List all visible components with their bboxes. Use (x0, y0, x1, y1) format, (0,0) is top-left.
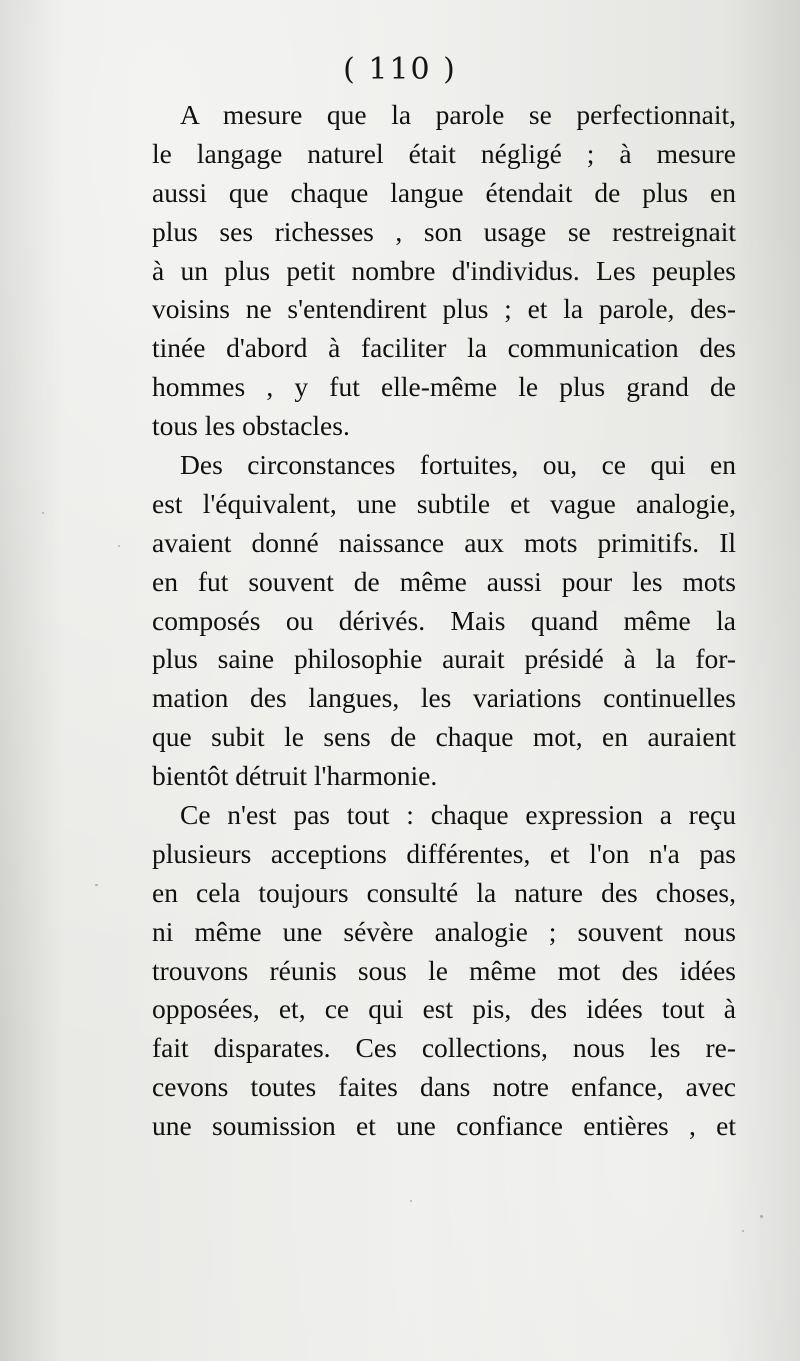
text-line: le langage naturel était négligé ; à mesure (152, 137, 736, 169)
text-line: tous les obstacles. (152, 410, 350, 442)
text-line: aussi que chaque langue étendait de plus en (152, 176, 736, 208)
text-line: trouvons réunis sous le même mot des idées (152, 954, 736, 986)
text-line: une soumission et une confiance entières , et (152, 1110, 736, 1142)
text-line: à un plus petit nombre d'individus. Les peuples (152, 254, 736, 286)
text-line: composés ou dérivés. Mais quand même la (152, 604, 736, 636)
text-line: plus ses richesses , son usage se restreignait (152, 215, 736, 247)
text-line: tinée d'abord à faciliter la communication des (152, 332, 736, 364)
text-line: avaient donné naissance aux mots primitifs. Il (152, 526, 736, 558)
paragraph (152, 96, 736, 446)
page-number: ( 110 ) (343, 52, 457, 87)
text-line: cevons toutes faites dans notre enfance, avec (152, 1071, 736, 1103)
text-line: voisins ne s'entendirent plus ; et la parole, des- (152, 293, 736, 325)
paragraph (152, 446, 736, 796)
text-line: en cela toujours consulté la nature des choses, (152, 876, 736, 908)
text-line: en fut souvent de même aussi pour les mots (152, 565, 736, 597)
text-line: mation des langues, les variations continuelles (152, 682, 736, 714)
body-text (152, 96, 736, 1146)
text-line: opposées, et, ce qui est pis, des idées tout à (152, 993, 736, 1025)
text-line: Des circonstances fortuites, ou, ce qui en (180, 449, 736, 481)
text-line: Ce n'est pas tout : chaque expression a reçu (180, 799, 736, 831)
text-line: plusieurs acceptions différentes, et l'on n'a pas (152, 837, 736, 869)
text-line: est l'équivalent, une subtile et vague analogie, (152, 487, 736, 519)
paragraph (152, 796, 736, 1146)
text-line: hommes , y fut elle-même le plus grand de (152, 371, 736, 403)
text-line: plus saine philosophie aurait présidé à la for- (152, 643, 736, 675)
text-line: fait disparates. Ces collections, nous les re- (152, 1032, 736, 1064)
text-line: bientôt détruit l'harmonie. (152, 760, 438, 792)
text-line: ni même une sévère analogie ; souvent nous (152, 915, 736, 947)
text-line: que subit le sens de chaque mot, en auraient (152, 721, 736, 753)
text-line: A mesure que la parole se perfectionnait, (180, 99, 736, 130)
